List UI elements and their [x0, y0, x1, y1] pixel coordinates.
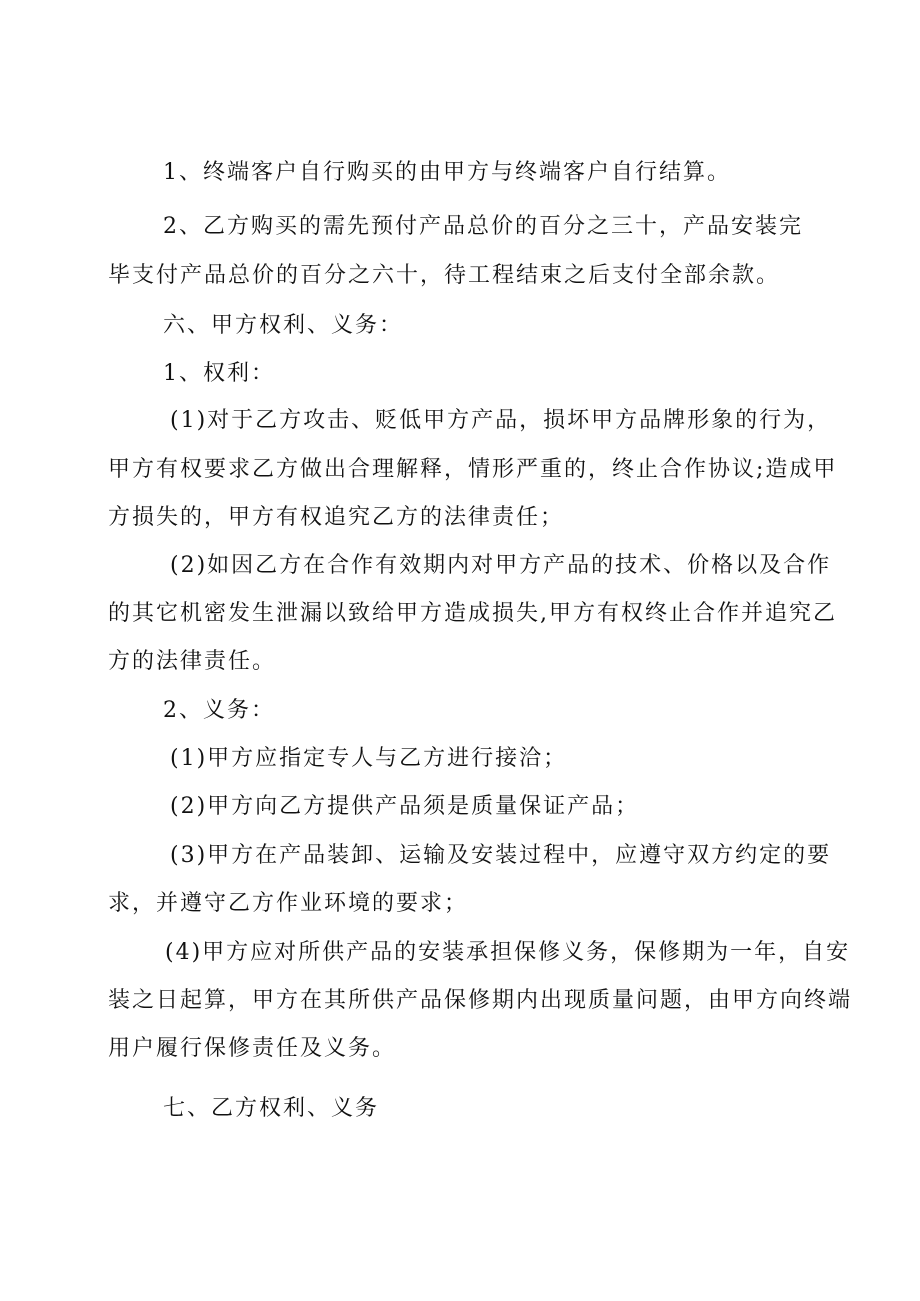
paragraph-line: 的其它机密发生泄漏以致给甲方造成损失,甲方有权终止合作并追究乙: [108, 601, 837, 626]
paragraph-line: (2)甲方向乙方提供产品须是质量保证产品；: [170, 794, 640, 819]
paragraph-line: 毕支付产品总价的百分之六十，待工程结束之后支付全部余款。: [108, 263, 781, 288]
subsection-heading: 1、权利：: [163, 361, 275, 386]
paragraph-line: (3)甲方在产品装卸、运输及安装过程中，应遵守双方约定的要: [170, 843, 832, 868]
paragraph-line: (1)甲方应指定专人与乙方进行接洽；: [170, 746, 568, 771]
paragraph-line: 装之日起算，甲方在其所供产品保修期内出现质量问题，由甲方向终端: [108, 988, 853, 1013]
paragraph-line: (2)如因乙方在合作有效期内对甲方产品的技术、价格以及合作: [170, 553, 832, 578]
paragraph-line: 1、终端客户自行购买的由甲方与终端客户自行结算。: [163, 160, 731, 185]
paragraph-line: 甲方有权要求乙方做出合理解释，情形严重的，终止合作协议;造成甲: [108, 457, 838, 482]
paragraph-line: 用户履行保修责任及义务。: [108, 1036, 397, 1061]
section-heading: 七、乙方权利、义务: [163, 1096, 380, 1121]
paragraph-line: 方损失的，甲方有权追究乙方的法律责任；: [108, 505, 565, 530]
paragraph-line: 2、乙方购买的需先预付产品总价的百分之三十，产品安装完: [163, 214, 803, 239]
paragraph-line: 方的法律责任。: [108, 649, 277, 674]
paragraph-line: 求，并遵守乙方作业环境的要求；: [108, 891, 469, 916]
paragraph-line: (1)对于乙方攻击、贬低甲方产品，损坏甲方品牌形象的行为，: [170, 408, 832, 433]
subsection-heading: 2、义务：: [163, 698, 275, 723]
section-heading: 六、甲方权利、义务：: [163, 313, 404, 338]
paragraph-line: (4)甲方应对所供产品的安装承担保修义务，保修期为一年，自安: [165, 940, 851, 965]
